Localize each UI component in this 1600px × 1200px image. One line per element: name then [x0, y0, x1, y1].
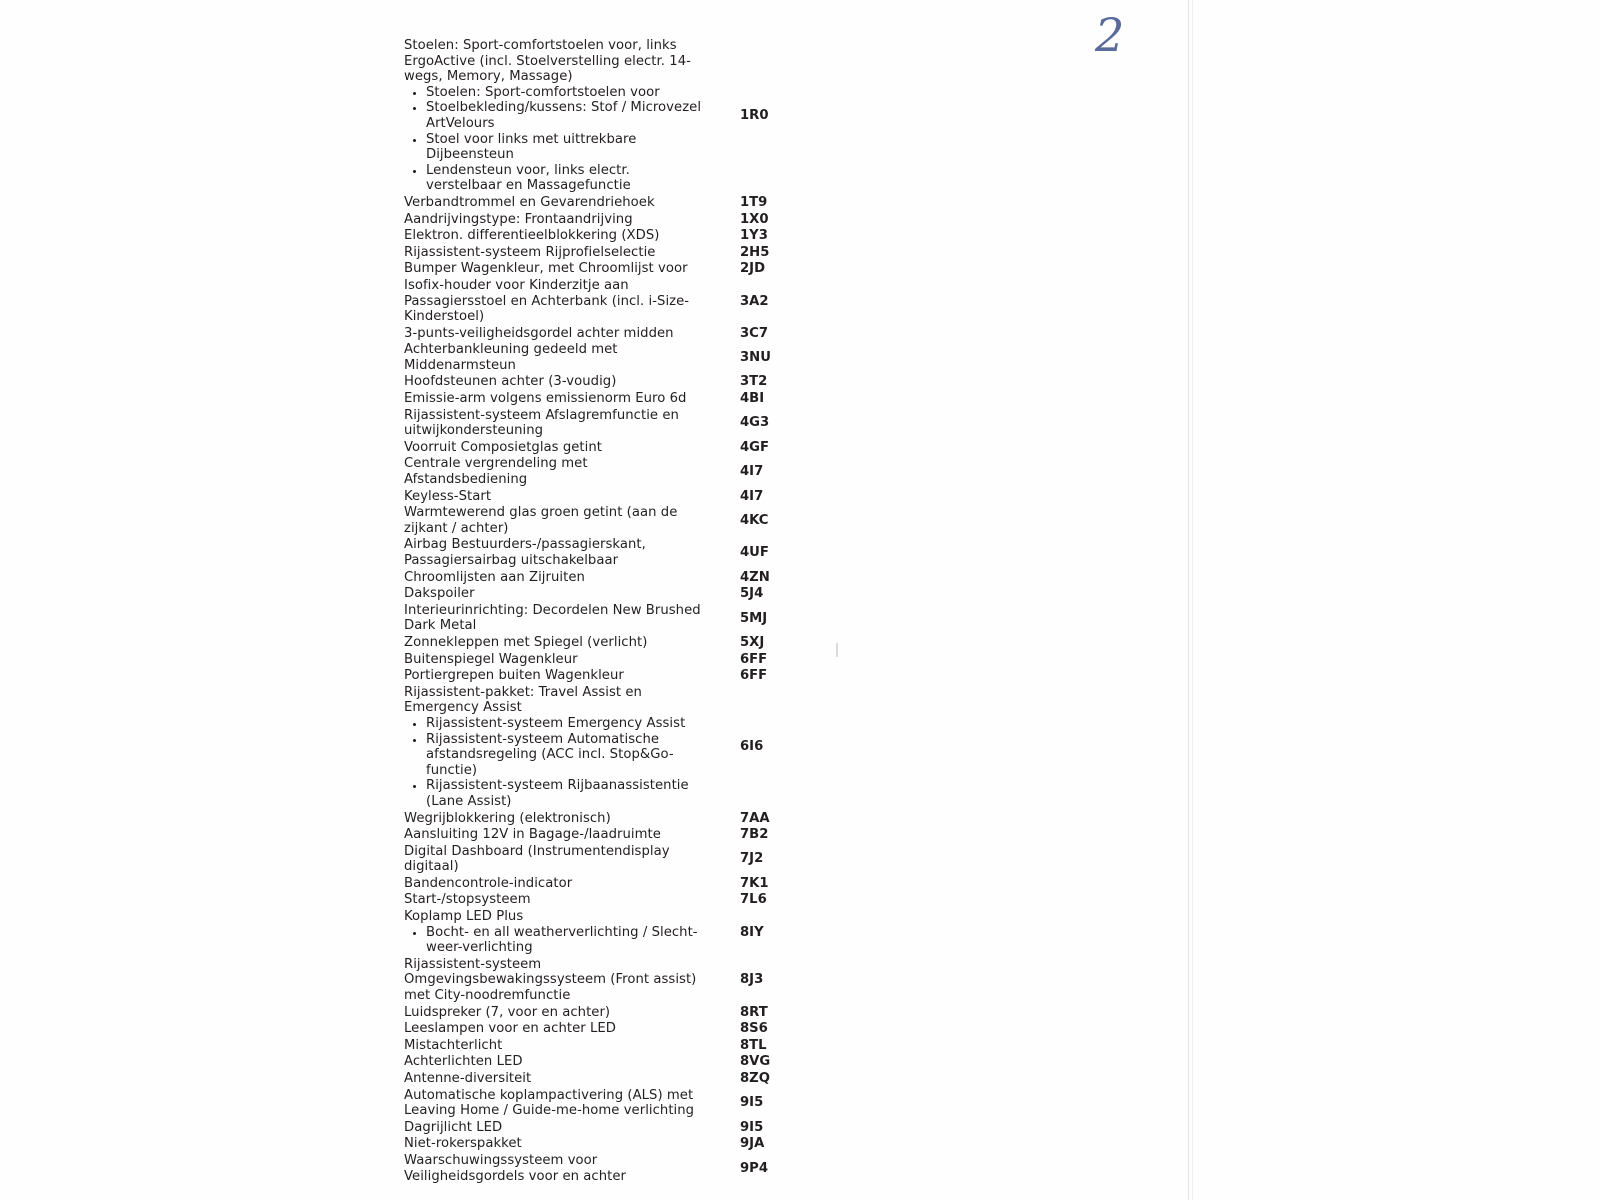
- equipment-description: [404, 195, 704, 212]
- empty-column: [782, 505, 1194, 537]
- equipment-description: [404, 876, 704, 893]
- table-row: [404, 1038, 1194, 1055]
- equipment-code: 3C7: [740, 325, 769, 341]
- equipment-description: [404, 1136, 704, 1153]
- table-row: [404, 261, 1194, 278]
- empty-column: [782, 586, 1194, 603]
- empty-column: [782, 827, 1194, 844]
- equipment-description-text: Rijassistent-systeem Rijprofielselectie: [404, 244, 656, 260]
- empty-column: [782, 1071, 1194, 1088]
- table-row: [404, 685, 1194, 811]
- table-row: [404, 668, 1194, 685]
- equipment-description: [404, 909, 704, 957]
- empty-column: [782, 342, 1194, 374]
- equipment-code: 4BI: [740, 391, 765, 407]
- table-row: [404, 195, 1194, 212]
- equipment-description-text: Hoofdsteunen achter (3-voudig): [404, 374, 617, 390]
- equipment-description-text: Koplamp LED Plus: [404, 909, 524, 925]
- equipment-description: [404, 408, 704, 440]
- equipment-description-text: Chroomlijsten aan Zijruiten: [404, 569, 585, 585]
- equipment-sub-list: [404, 925, 704, 956]
- table-row: [404, 440, 1194, 457]
- equipment-description: [404, 537, 704, 569]
- equipment-description: [404, 212, 704, 229]
- table-row: [404, 537, 1194, 569]
- empty-column: [782, 1136, 1194, 1153]
- list-item: • Bocht- en all weatherverlichting / Slecht-weer-verlichting: [426, 925, 704, 956]
- equipment-code: 1R0: [740, 108, 769, 124]
- equipment-description: [404, 1054, 704, 1071]
- equipment-description-text: Bumper Wagenkleur, met Chroomlijst voor: [404, 261, 688, 277]
- table-row: [404, 1054, 1194, 1071]
- equipment-description: [404, 570, 704, 587]
- equipment-description-text: Achterbankleuning gedeeld met Middenarmsteun: [404, 342, 618, 373]
- table-row: [404, 326, 1194, 343]
- equipment-description-text: Keyless-Start: [404, 488, 492, 504]
- table-row: [404, 652, 1194, 669]
- empty-column: [782, 195, 1194, 212]
- table-row: [404, 1120, 1194, 1137]
- table-row: [404, 844, 1194, 876]
- equipment-description: [404, 652, 704, 669]
- empty-column: [782, 408, 1194, 440]
- table-row: [404, 278, 1194, 326]
- equipment-description: [404, 261, 704, 278]
- table-row: [404, 909, 1194, 957]
- equipment-code: 4UF: [740, 545, 769, 561]
- table-row: [404, 1088, 1194, 1120]
- table-row: [404, 570, 1194, 587]
- table-row: [404, 1005, 1194, 1022]
- empty-column: [782, 456, 1194, 488]
- equipment-code: 7B2: [740, 827, 769, 843]
- equipment-description-text: Verbandtrommel en Gevarendriehoek: [404, 194, 655, 210]
- equipment-description: [404, 892, 704, 909]
- equipment-description-text: Zonnekleppen met Spiegel (verlicht): [404, 634, 648, 650]
- equipment-sub-list: [404, 85, 704, 194]
- equipment-description: [404, 1088, 704, 1120]
- equipment-code: 8J3: [740, 972, 764, 988]
- equipment-description-text: Emissie-arm volgens emissienorm Euro 6d: [404, 391, 687, 407]
- table-row: [404, 1153, 1194, 1185]
- equipment-description: [404, 374, 704, 391]
- empty-column: [782, 1021, 1194, 1038]
- empty-column: [782, 811, 1194, 828]
- equipment-description: [404, 827, 704, 844]
- equipment-code: 9I5: [740, 1095, 764, 1111]
- empty-column: [782, 391, 1194, 408]
- equipment-code: 1Y3: [740, 228, 768, 244]
- equipment-code: 5XJ: [740, 634, 765, 650]
- equipment-table: [404, 38, 1194, 1185]
- table-row: [404, 892, 1194, 909]
- equipment-description: [404, 668, 704, 685]
- table-row: [404, 489, 1194, 506]
- equipment-code: 1X0: [740, 211, 769, 227]
- table-row: [404, 603, 1194, 635]
- equipment-code: 2H5: [740, 244, 770, 260]
- list-item: • Lendensteun voor, links electr. verstelbaar en Massagefunctie: [426, 163, 704, 194]
- equipment-description-text: Automatische koplampactivering (ALS) met Leaving Home / Guide-me-home verlichting: [404, 1087, 695, 1119]
- equipment-code: 4I7: [740, 464, 764, 480]
- equipment-code: 8ZQ: [740, 1071, 770, 1086]
- empty-column: [782, 1153, 1194, 1185]
- equipment-description-text: Stoelen: Sport-comfortstoelen voor, links ErgoActive (incl. Stoelverstelling electr. 14-wegs, Memory, Massage): [404, 38, 691, 85]
- equipment-description: [404, 1071, 704, 1088]
- equipment-description-text: Elektron. differentieelblokkering (XDS): [404, 228, 660, 244]
- equipment-code: 4GF: [740, 439, 770, 455]
- list-item: • Stoelbekleding/kussens: Stof / Microvezel ArtVelours: [426, 100, 704, 131]
- equipment-description-text: Aandrijvingstype: Frontaandrijving: [404, 211, 633, 227]
- page-number: 2: [1095, 8, 1125, 62]
- equipment-code: 4ZN: [740, 569, 770, 585]
- equipment-code: 9P4: [740, 1160, 769, 1176]
- equipment-code: 8IY: [740, 924, 764, 940]
- equipment-description: [404, 1021, 704, 1038]
- empty-column: [782, 909, 1194, 957]
- list-item: • Rijassistent-systeem Automatische afstandsregeling (ACC incl. Stop&Go-functie): [426, 732, 704, 779]
- empty-column: [782, 489, 1194, 506]
- equipment-code: 9JA: [740, 1136, 765, 1152]
- equipment-code: 7L6: [740, 892, 767, 908]
- equipment-description-text: Buitenspiegel Wagenkleur: [404, 651, 578, 667]
- empty-column: [782, 603, 1194, 635]
- equipment-description-text: Interieurinrichting: Decordelen New Brushed Dark Metal: [404, 602, 701, 634]
- table-row: [404, 342, 1194, 374]
- table-row: [404, 38, 1194, 195]
- empty-column: [782, 537, 1194, 569]
- equipment-description-text: Rijassistent-pakket: Travel Assist en Emergency Assist: [404, 684, 642, 716]
- equipment-description: [404, 1153, 704, 1185]
- equipment-code: 7AA: [740, 810, 770, 826]
- equipment-description: [404, 603, 704, 635]
- equipment-description-text: Waarschuwingssysteem voor Veiligheidsgordels voor en achter: [404, 1152, 626, 1184]
- table-row: [404, 228, 1194, 245]
- table-row: [404, 811, 1194, 828]
- empty-column: [782, 1038, 1194, 1055]
- table-row: [404, 374, 1194, 391]
- equipment-description-text: Dakspoiler: [404, 586, 475, 602]
- equipment-description: [404, 811, 704, 828]
- equipment-description-text: Warmtewerend glas groen getint (aan de zijkant / achter): [404, 505, 678, 536]
- equipment-code: 8S6: [740, 1021, 768, 1037]
- equipment-description-text: Airbag Bestuurders-/passagierskant, Passagiersairbag uitschakelbaar: [404, 537, 646, 568]
- empty-column: [782, 570, 1194, 587]
- empty-column: [782, 1054, 1194, 1071]
- table-row: [404, 505, 1194, 537]
- table-row: [404, 586, 1194, 603]
- empty-column: [782, 957, 1194, 1005]
- equipment-code: 8VG: [740, 1054, 771, 1070]
- table-row: [404, 212, 1194, 229]
- equipment-description-text: Dagrijlicht LED: [404, 1119, 503, 1135]
- equipment-description-text: Achterlichten LED: [404, 1054, 523, 1070]
- equipment-code: 6I6: [740, 739, 764, 755]
- equipment-description: [404, 456, 704, 488]
- list-item: • Rijassistent-systeem Emergency Assist: [426, 716, 704, 732]
- equipment-description-text: Aansluiting 12V in Bagage-/laadruimte: [404, 827, 661, 843]
- empty-column: [782, 668, 1194, 685]
- equipment-code: 4G3: [740, 415, 770, 431]
- equipment-sub-list: [404, 716, 704, 810]
- equipment-description: [404, 635, 704, 652]
- empty-column: [782, 652, 1194, 669]
- equipment-description-text: Mistachterlicht: [404, 1037, 503, 1053]
- equipment-description: [404, 440, 704, 457]
- table-row: [404, 1071, 1194, 1088]
- equipment-description: [404, 586, 704, 603]
- equipment-code: 3NU: [740, 350, 771, 366]
- equipment-description: [404, 1120, 704, 1137]
- equipment-code: 3A2: [740, 293, 769, 309]
- equipment-description-text: Start-/stopsysteem: [404, 892, 531, 908]
- list-item: • Stoel voor links met uittrekbare Dijbeensteun: [426, 132, 704, 163]
- table-row: [404, 876, 1194, 893]
- equipment-code: 8TL: [740, 1037, 767, 1053]
- equipment-description-text: Antenne-diversiteit: [404, 1071, 532, 1086]
- table-row: [404, 391, 1194, 408]
- equipment-description-text: Niet-rokerspakket: [404, 1136, 522, 1152]
- empty-column: [782, 876, 1194, 893]
- equipment-code: 3T2: [740, 374, 768, 390]
- table-row: [404, 957, 1194, 1005]
- equipment-list: [404, 38, 1194, 1185]
- list-item: • Stoelen: Sport-comfortstoelen voor: [426, 85, 704, 101]
- equipment-description-text: Portiergrepen buiten Wagenkleur: [404, 668, 624, 684]
- empty-column: [782, 892, 1194, 909]
- equipment-code: 7K1: [740, 875, 769, 891]
- empty-column: [782, 278, 1194, 326]
- equipment-description: [404, 685, 704, 811]
- table-row: [404, 456, 1194, 488]
- equipment-description-text: Voorruit Composietglas getint: [404, 439, 602, 455]
- table-row: [404, 1136, 1194, 1153]
- equipment-code: 8RT: [740, 1004, 768, 1020]
- empty-column: [782, 261, 1194, 278]
- table-row: [404, 635, 1194, 652]
- equipment-description: [404, 1038, 704, 1055]
- empty-column: [782, 212, 1194, 229]
- equipment-description-text: Centrale vergrendeling met Afstandsbediening: [404, 456, 588, 488]
- equipment-description-text: Isofix-houder voor Kinderzitje aan Passagiersstoel en Achterbank (incl. i-Size-Kinderstoel): [404, 277, 690, 325]
- equipment-description: [404, 1005, 704, 1022]
- table-row: [404, 408, 1194, 440]
- equipment-description: [404, 505, 704, 537]
- equipment-description-text: Digital Dashboard (Instrumentendisplay digitaal): [404, 843, 670, 875]
- list-item: • Rijassistent-systeem Rijbaanassistentie (Lane Assist): [426, 778, 704, 809]
- equipment-description: [404, 957, 704, 1005]
- equipment-description: [404, 278, 704, 326]
- equipment-description-text: Rijassistent-systeem Omgevingsbewakingssysteem (Front assist) met City-noodremfunctie: [404, 956, 697, 1004]
- equipment-description: [404, 342, 704, 374]
- empty-column: [782, 440, 1194, 457]
- equipment-code: 7J2: [740, 851, 764, 867]
- equipment-description: [404, 245, 704, 262]
- empty-column: [782, 844, 1194, 876]
- equipment-code: 6FF: [740, 651, 768, 667]
- equipment-description-text: Rijassistent-systeem Afslagremfunctie en uitwijkondersteuning: [404, 407, 679, 439]
- table-row: [404, 1021, 1194, 1038]
- equipment-description-text: Bandencontrole-indicator: [404, 875, 573, 891]
- equipment-description-text: Luidspreker (7, voor en achter): [404, 1004, 611, 1020]
- equipment-code: 6FF: [740, 668, 768, 684]
- equipment-description: [404, 489, 704, 506]
- equipment-description: [404, 38, 704, 195]
- empty-column: [782, 1120, 1194, 1137]
- equipment-description: [404, 391, 704, 408]
- empty-column: [782, 245, 1194, 262]
- equipment-code: 9I5: [740, 1119, 764, 1135]
- empty-column: [782, 685, 1194, 811]
- equipment-description: [404, 228, 704, 245]
- empty-column: [782, 1088, 1194, 1120]
- empty-column: [782, 38, 1194, 195]
- equipment-description: [404, 326, 704, 343]
- equipment-code: 4KC: [740, 513, 769, 529]
- equipment-code: 4I7: [740, 488, 764, 504]
- equipment-description-text: Leeslampen voor en achter LED: [404, 1021, 616, 1037]
- equipment-description: [404, 844, 704, 876]
- empty-column: [782, 374, 1194, 391]
- empty-column: [782, 228, 1194, 245]
- equipment-description-text: 3-punts-veiligheidsgordel achter midden: [404, 325, 674, 341]
- equipment-description-text: Wegrijblokkering (elektronisch): [404, 810, 611, 826]
- empty-column: [782, 635, 1194, 652]
- table-row: [404, 245, 1194, 262]
- equipment-code: 1T9: [740, 194, 768, 210]
- equipment-code: 5J4: [740, 586, 764, 602]
- table-row: [404, 827, 1194, 844]
- empty-column: [782, 326, 1194, 343]
- equipment-code: 5MJ: [740, 610, 768, 626]
- equipment-code: 2JD: [740, 261, 766, 277]
- empty-column: [782, 1005, 1194, 1022]
